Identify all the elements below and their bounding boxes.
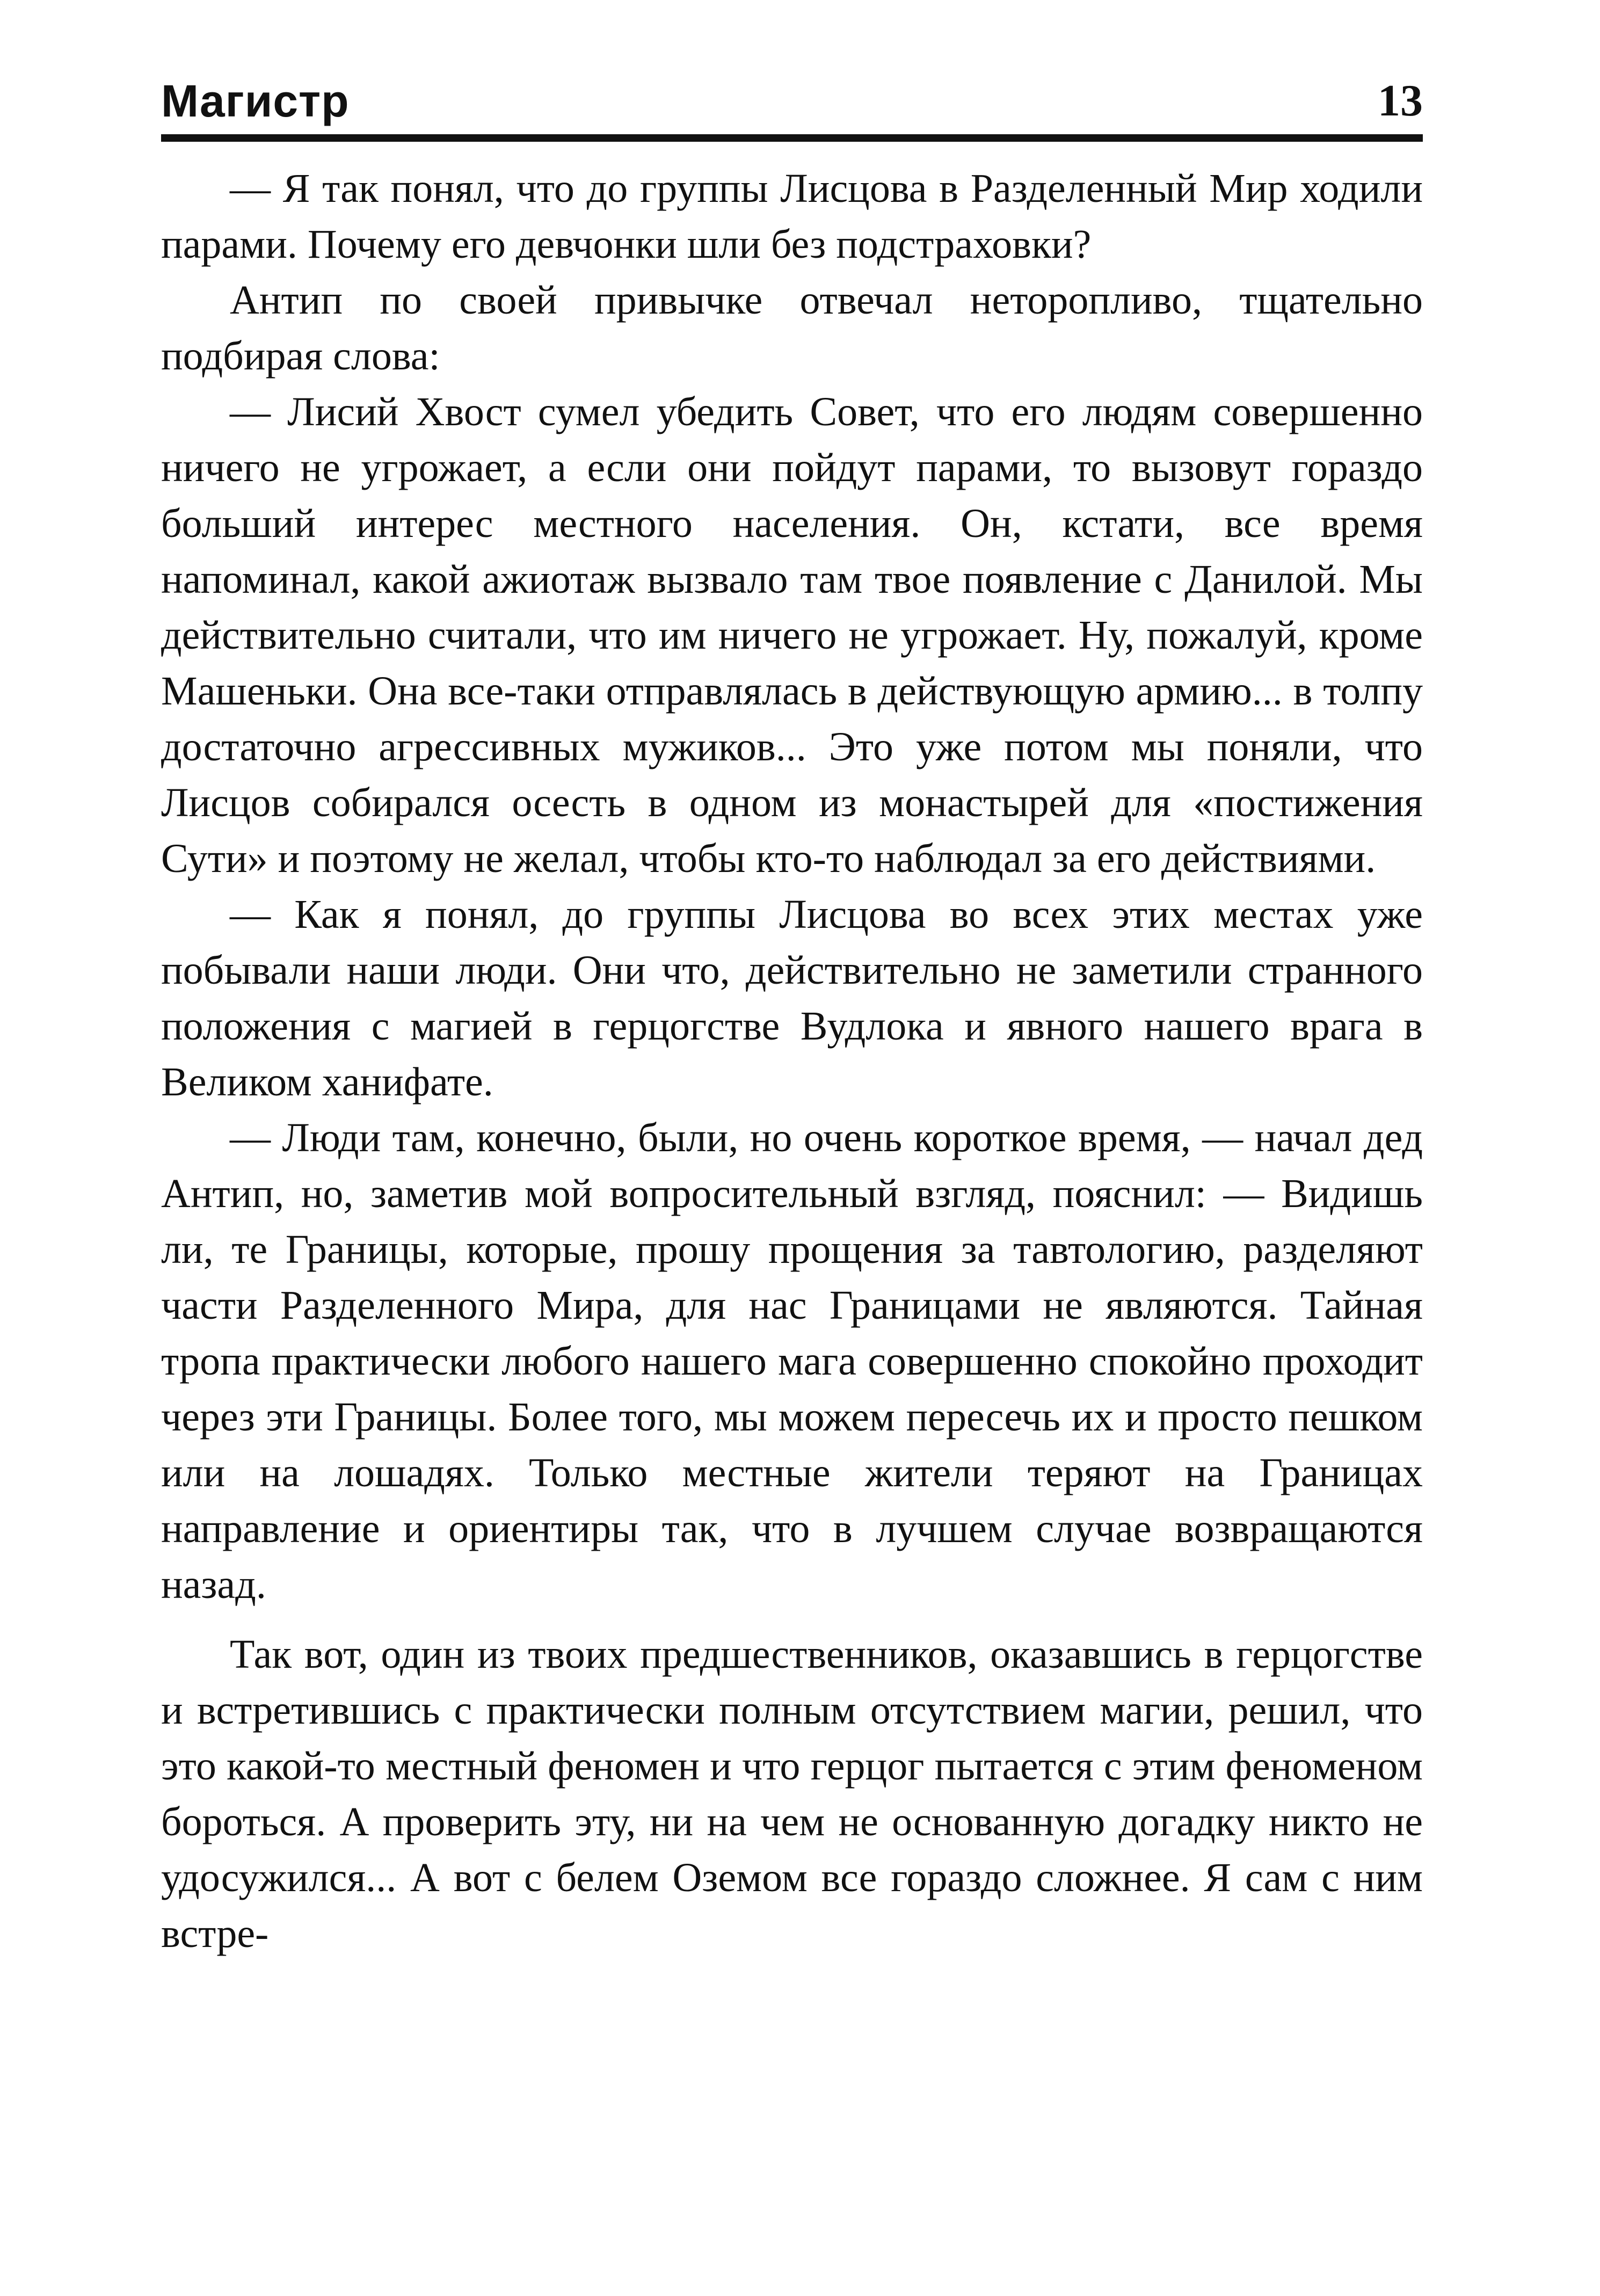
page-number: 13 [1378, 76, 1423, 126]
paragraph: — Люди там, конечно, были, но очень короткое время, — начал дед Антип, но, заметив мой вопросительный взгляд, пояснил: — Видишь ли, те Границы, которые, прошу прощения за тавтологию, разделяют части Разделенного Мира, для нас Границами не являются. Тайная тропа практически любого нашего мага совершенно спокойно проходит через эти Границы. Более того, мы можем пересечь их и просто пешком или на лошадях. Только местные жители теряют на Границах направление и ориентиры так, что в лучшем случае возвращаются назад. [161, 1115, 1423, 1607]
paragraph: — Как я понял, до группы Лисцова во всех этих местах уже побывали наши люди. Они что, действительно не заметили странного положения с магией в герцогстве Вудлока и явного нашего врага в Великом ханифате. [161, 892, 1423, 1105]
running-head [161, 54, 1423, 126]
paragraph: — Я так понял, что до группы Лисцова в Разделенный Мир ходили парами. Почему его девчонки шли без подстраховки? [161, 166, 1423, 267]
running-head-title: Магистр [161, 76, 350, 126]
book-page [161, 54, 1423, 2244]
paragraph: Так вот, один из твоих предшественников, оказавшись в герцогстве и встретившись с практически полным отсутствием магии, решил, что это какой-то местный феномен и что герцог пытается с этим феноменом бороться. А проверить эту, ни на чем не основанную догадку никто не удосужился... А вот с белем Оземом все гораздо сложнее. Я сам с ним встре- [161, 1632, 1423, 1956]
body-text [161, 161, 1423, 1961]
header-rule [161, 134, 1423, 142]
paragraph: Антип по своей привычке отвечал неторопливо, тщательно подбирая слова: [161, 278, 1423, 379]
paragraph: — Лисий Хвост сумел убедить Совет, что его людям совершенно ничего не угрожает, а если они пойдут парами, то вызовут гораздо больший интерес местного населения. Он, кстати, все время напоминал, какой ажиотаж вызвало там твое появление с Данилой. Мы действительно считали, что им ничего не угрожает. Ну, пожалуй, кроме Машеньки. Она все-таки отправлялась в действующую армию... в толпу достаточно агрессивных мужиков... Это уже потом мы поняли, что Лисцов собирался осесть в одном из монастырей для «постижения Сути» и поэтому не желал, чтобы кто-то наблюдал за его действиями. [161, 389, 1423, 881]
